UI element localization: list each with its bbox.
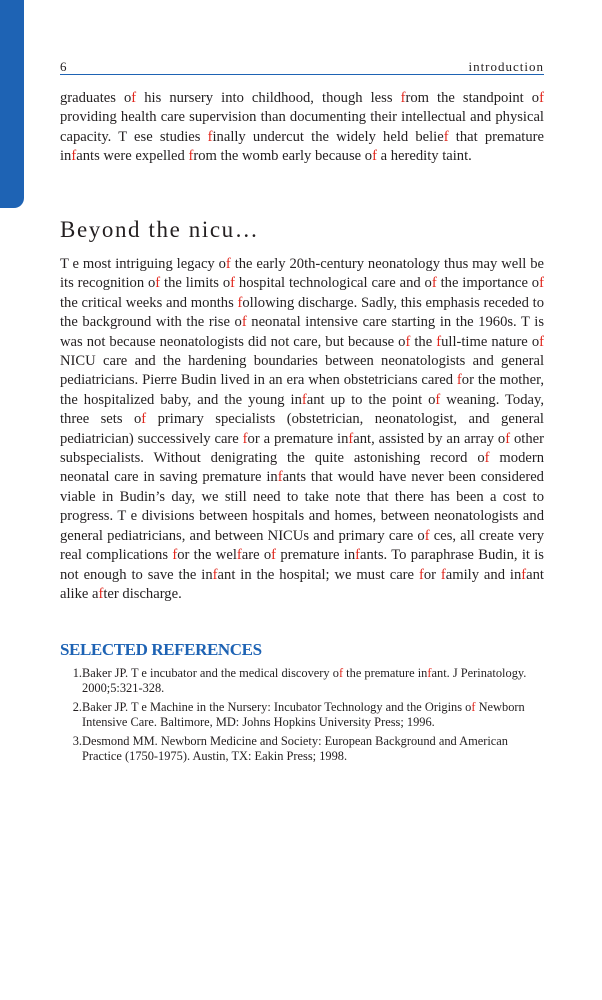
section-label: introduction bbox=[468, 59, 544, 74]
body-paragraph-2: T e most intriguing legacy of the early 20th-century neonatology thus may well be its recognition of the limits of hospital technological care and of the importance of the critical weeks and months following discharge. Sadly, this emphasis receded to the background with the rise of neonatal intensive care starting in the 1960s. T is was not because neonatologists did not care, but because of the full-time nature of NICU care and the hardening boundaries between neonatologists and general pediatricians. Pierre Budin lived in an era when obstetricians cared for the mother, the hospitalized baby, and the young infant up to the point of weaning. Today, three sets of primary specialists (obstetrician, neonatologist, and general pediatrician) successively care for a premature infant, assisted by an array of other subspecialists. Without denigrating the quite astonishing record of modern neonatal care in saving premature infants that would have never been considered viable in Budin’s day, we still need to take note that there has been a cost to progress. T e divisions between hospitals and homes, between neonatologists and general pediatricians, and between NICUs and primary care of ces, all create very real complications for the welfare of premature infants. To paraphrase Budin, it is not enough to save the infant in the hospital; we must care for family and infant alike after discharge. bbox=[60, 256, 545, 602]
header-rule bbox=[60, 74, 544, 75]
reference-item bbox=[60, 734, 544, 764]
references-heading: SELECTED REFERENCES bbox=[60, 640, 262, 659]
reference-number: 2. bbox=[72, 700, 82, 714]
reference-text: Desmond MM. Newborn Medicine and Society: European Background and American Practice (1750-1975). Austin, TX: Eakin Press; 1998. bbox=[82, 734, 508, 763]
running-header bbox=[60, 59, 544, 75]
references-list bbox=[60, 666, 544, 768]
reference-text: Baker JP. T e Machine in the Nursery: Incubator Technology and the Origins of Newborn Intensive Care. Baltimore, MD: Johns Hopkins University Press; 1996. bbox=[82, 700, 525, 729]
chapter-edge-tab bbox=[0, 0, 24, 208]
body-paragraph-1: graduates of his nursery into childhood, though less from the standpoint of providing health care supervision than documenting their intellectual and physical capacity. T ese studies finally undercut the widely held belief that premature infants were expelled from the womb early because of a heredity taint. bbox=[60, 90, 544, 165]
section-heading: Beyond the nicu… bbox=[60, 217, 260, 242]
page-number: 6 bbox=[60, 59, 68, 74]
reference-number: 3. bbox=[72, 734, 82, 748]
reference-item bbox=[60, 700, 544, 730]
reference-text: Baker JP. T e incubator and the medical discovery of the premature infant. J Perinatology. 2000;5:321-328. bbox=[82, 666, 527, 695]
reference-number: 1. bbox=[72, 666, 82, 680]
reference-item bbox=[60, 666, 544, 696]
